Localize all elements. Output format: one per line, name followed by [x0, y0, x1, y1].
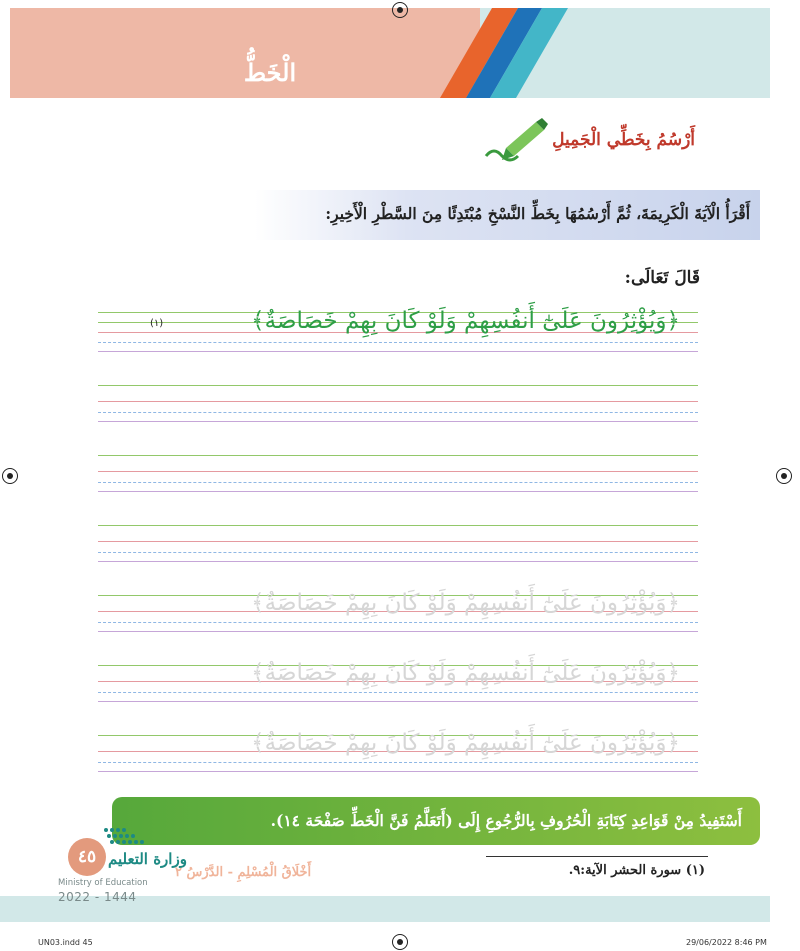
crop-mark-icon: [776, 468, 792, 484]
guide-line[interactable]: [98, 482, 698, 483]
guide-line[interactable]: [98, 552, 698, 553]
verse-trace: ﴿وَيُؤْثِرُونَ عَلَىٰٓ أَنفُسِهِمْ وَلَوْ كَانَ بِهِمْ خَصَاصَةٌ﴾: [251, 590, 680, 616]
header-stripes: [440, 8, 580, 98]
ministry-year: 2022 - 1444: [58, 890, 137, 904]
guide-line[interactable]: [98, 771, 698, 772]
said-label: قَالَ تَعَالَى:: [624, 268, 700, 288]
print-slug-file: UN03.indd 45: [38, 938, 93, 947]
guide-line[interactable]: [98, 692, 698, 693]
ministry-logo-icon: [100, 826, 148, 848]
verse-trace: ﴿وَيُؤْثِرُونَ عَلَىٰٓ أَنفُسِهِمْ وَلَوْ كَانَ بِهِمْ خَصَاصَةٌ﴾: [251, 730, 680, 756]
verse-trace: ﴿وَيُؤْثِرُونَ عَلَىٰٓ أَنفُسِهِمْ وَلَوْ كَانَ بِهِمْ خَصَاصَةٌ﴾: [251, 660, 680, 686]
guide-line[interactable]: [98, 631, 698, 632]
guide-line[interactable]: [98, 525, 698, 526]
page-number: ٤٥: [68, 838, 106, 876]
guide-line[interactable]: [98, 385, 698, 386]
pen-icon: [480, 116, 550, 166]
crop-mark-icon: [392, 934, 408, 950]
lesson-label: أَخْلَاقُ الْمُسْلِمِ - الدَّرْسُ ٢: [175, 865, 312, 880]
print-slug-date: 29/06/2022 8:46 PM: [686, 938, 767, 947]
guide-line[interactable]: [98, 455, 698, 456]
footnote-marker: (١): [150, 318, 164, 329]
guide-line[interactable]: [98, 491, 698, 492]
crop-mark-icon: [392, 2, 408, 18]
guide-line[interactable]: [98, 401, 698, 402]
guide-line[interactable]: [98, 561, 698, 562]
tip-text: أَسْتَفِيدُ مِنْ قَوَاعِدِ كِتَابَةِ الْحُرُوفِ بِالرُّجُوعِ إِلَى (أَتَعَلَّمُ فَنَّ الْخَطِّ صَفْحَة ١٤).: [270, 811, 742, 830]
guide-line: [98, 351, 698, 352]
ministry-name-en: Ministry of Education: [58, 878, 148, 888]
footnote-divider: [486, 856, 708, 857]
guide-line[interactable]: [98, 541, 698, 542]
crop-mark-icon: [2, 468, 18, 484]
guide-line[interactable]: [98, 421, 698, 422]
guide-line[interactable]: [98, 762, 698, 763]
guide-line: [98, 342, 698, 343]
guide-line[interactable]: [98, 622, 698, 623]
ministry-name-ar: وزارة التعليم: [108, 850, 187, 868]
page-title: الْخَطُّ: [243, 58, 297, 87]
guide-line[interactable]: [98, 412, 698, 413]
footnote-text: (١) سورة الحشر الآية:٩.: [568, 863, 705, 878]
instruction-text: أَقْرَأُ الْآيَةَ الْكَرِيمَةَ، ثُمَّ أَرْسُمُهَا بِخَطِّ النَّسْخِ مُبْتَدِئًا مِنَ السَّطْرِ الْأَخِيرِ:: [325, 204, 750, 223]
guide-line[interactable]: [98, 471, 698, 472]
section-title: أَرْسُمُ بِخَطِّي الْجَمِيلِ: [552, 130, 695, 150]
guide-line[interactable]: [98, 701, 698, 702]
verse-model: ﴿وَيُؤْثِرُونَ عَلَىٰٓ أَنفُسِهِمْ وَلَوْ كَانَ بِهِمْ خَصَاصَةٌ﴾: [251, 308, 680, 334]
